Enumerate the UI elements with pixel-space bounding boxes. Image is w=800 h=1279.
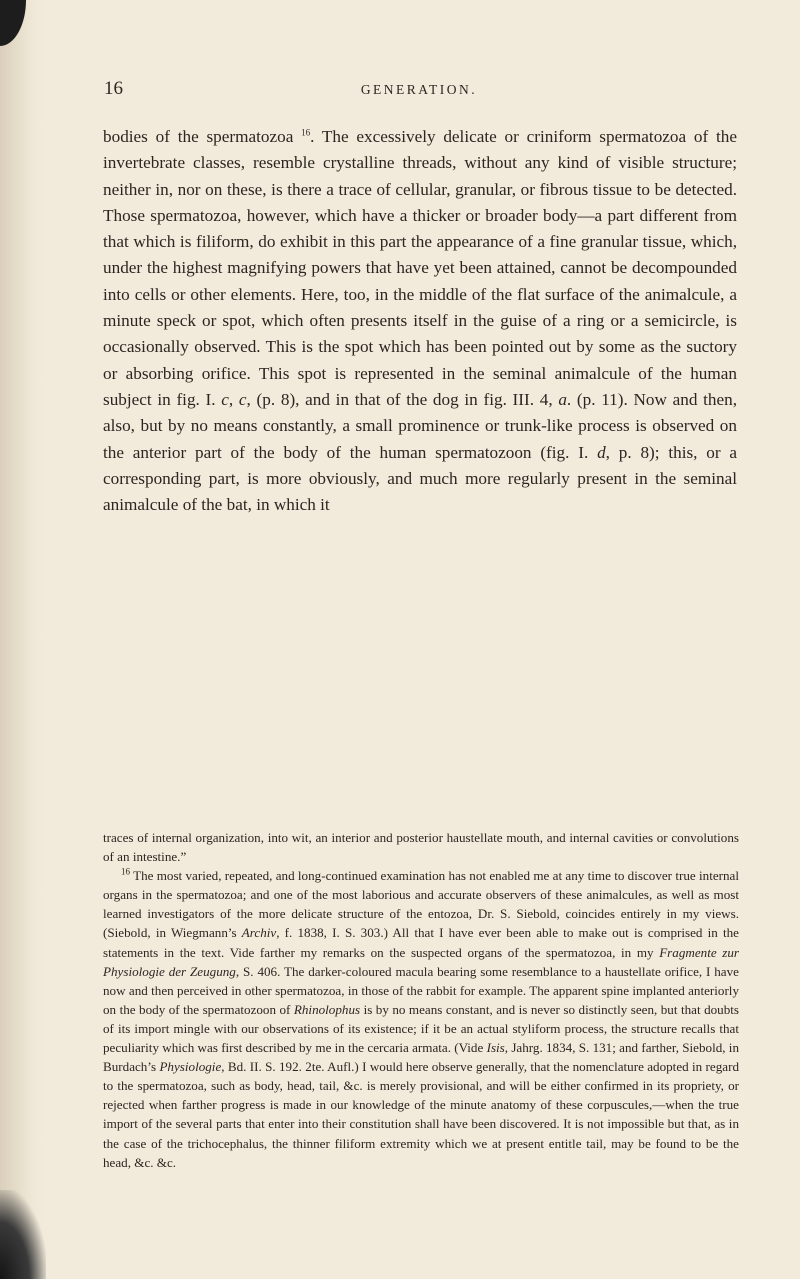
fig-letter-c-2: c	[238, 389, 247, 409]
main-paragraph	[103, 124, 737, 518]
scan-corner-bottom	[0, 1190, 46, 1279]
footnote-16-italic-2: Fragmente zur Physiologie der Zeugung	[103, 944, 740, 979]
footnote-continued: traces of internal organization, into wit, an interior and posterior haustellate mouth, and internal cavities or convolutions of an intestine.”	[103, 830, 739, 865]
footnote-ref-16[interactable]: 16	[301, 127, 311, 138]
footnote-16-text-2: , f. 1838, I. S. 303.) All that I have ever been able to make out is comprised in the statements in the text. Vide farther my remarks on the suspected organs of the spermatozoa, in my	[103, 925, 739, 960]
footnotes	[103, 828, 739, 1172]
running-head: GENERATION.	[360, 82, 478, 97]
page-header	[104, 78, 734, 108]
footnote-16-italic-4: Isis	[486, 1040, 505, 1056]
footnote-16-italic-3: Rhinolophus	[293, 1001, 361, 1017]
fig-letter-c-1: c	[221, 389, 229, 409]
footnote-16-text-1: The most varied, repeated, and long-continued examination has not enabled me at any time to discover true internal organs in the spermatozoa; and one of the most laborious and accurate observers of these animalcules, as well as most learned investigators of the more delicate structure of the entozoa, Dr. S. Siebold, coincides entirely in my views. (Siebold, in Wiegmann’s	[103, 868, 739, 941]
main-text-3: , (p. 8), and in that of the dog in fig. III. 4,	[246, 389, 559, 409]
main-text-1: bodies of the spermatozoa	[103, 127, 302, 146]
fig-letter-a: a	[558, 389, 567, 409]
footnote-16-text-5: , Jahrg. 1834, S. 131; and farther, Siebold, in Burdach’s	[103, 1040, 739, 1075]
main-text-5: , p. 8); this, or a corresponding part, is more obviously, and much more regularly present in the seminal animalcule of the bat, in which it	[103, 442, 737, 515]
footnote-16-italic-5: Physiologie	[159, 1059, 222, 1075]
footnote-16-italic-1: Archiv	[241, 925, 277, 941]
footnote-16	[103, 866, 739, 1172]
footnote-16-text-4: is by no means constant, and is never so distinctly seen, but that doubts of its import mingle with our observations of its existence; if it be an actual styliform process, the structure recalls that peculiarity which was first described by me in the cercaria armata. (Vide	[103, 1001, 739, 1056]
fig-letter-d: d	[597, 442, 606, 462]
main-sep-1: ,	[228, 389, 239, 409]
footnote-16-number: 16	[121, 866, 130, 877]
footnote-16-text-6: , Bd. II. S. 192. 2te. Aufl.) I would here observe generally, that the nomenclature adopted in regard to the spermatozoa, such as body, head, tail, &c. is merely provisional, and will be either confirmed in its propriety, or rejected when farther progress is made in our knowledge of the minute anatomy of these corpuscules,—when the true import of the several parts that enter into their constitution shall have been discovered. It is not impossible but that, as in the case of the trichocephalus, the thinner filiform extremity which we at present entitle tail, may be found to be the head, &c. &c.	[103, 1059, 739, 1170]
main-text-2: . The excessively delicate or criniform spermatozoa of the invertebrate classes, resemble crystalline threads, without any kind of visible structure; neither in, nor on these, is there a trace of cellular, granular, or fibrous tissue to be detected. Those spermatozoa, however, which have a thicker or broader body—a part different from that which is filiform, do exhibit in this part the appearance of a fine granular tissue, which, under the highest magnifying powers that have yet been attained, cannot be decompounded into cells or other elements. Here, too, in the middle of the flat surface of the animalcule, a minute speck or spot, which often presents itself in the guise of a ring or a semicircle, is occasionally observed. This is the spot which has been pointed out by some as the suctory or absorbing orifice. This spot is represented in the seminal animalcule of the human subject in fig. I.	[103, 127, 737, 409]
binding-shadow	[0, 0, 44, 1279]
page-number: 16	[104, 78, 123, 99]
main-text-4: . (p. 11). Now and then, also, but by no means constantly, a small prominence or trunk-like process is observed on the anterior part of the body of the human spermatozoon (fig. I.	[103, 389, 738, 462]
footnote-16-text-3: , S. 406. The darker-coloured macula bearing some resemblance to a haustellate orifice, I have now and then perceived in other spermatozoa, in those of the rabbit for example. The apparent spine implanted anteriorly on the body of the spermatozoon of	[103, 963, 739, 1017]
